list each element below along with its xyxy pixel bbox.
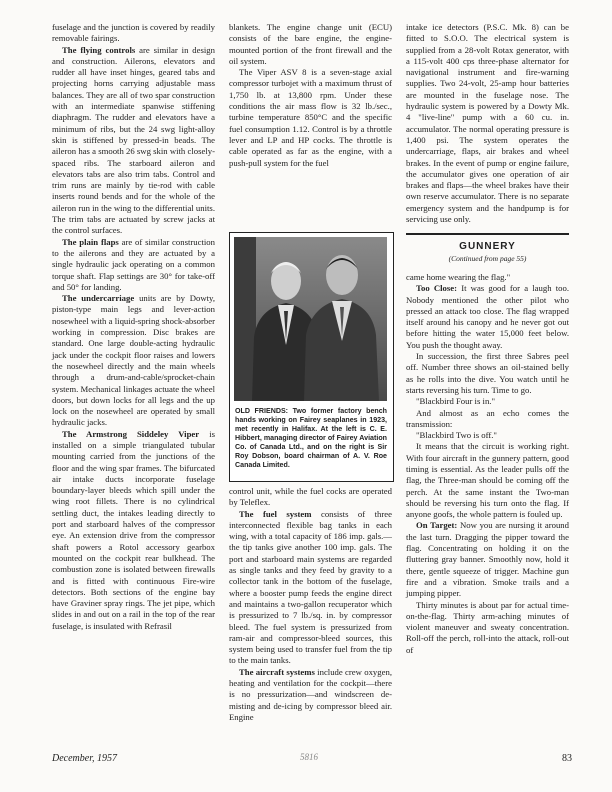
photo-caption: OLD FRIENDS: Two former factory bench hands working on Fairey seaplanes in 1923, met recently in Halifax. At the left is C. E. Hibbert, managing director of Fairey Aviation Co. of Canada Ltd., and on the right is Sir Roy Dobson, board chairman of A. V. Roe Canada Limited. (235, 407, 387, 469)
paragraph (406, 430, 569, 441)
paragraph-text: fuselage and the junction is covered by readily removable fairings. (52, 22, 215, 44)
run-in-heading: The plain flaps (62, 236, 119, 247)
paragraph-text: Now you are nursing it around the last turn. Dragging the pipper toward the flag. Concentrating on holding it on the fluttering gray banner. Smoothly now, hold it there, gentle squeeze of trigger. Machine gun fire and a vibration. Smoke trails and a jumping pipper. (406, 520, 569, 599)
paragraph (229, 486, 392, 509)
paragraph (406, 396, 569, 407)
paragraph (229, 509, 392, 667)
column-right-bottom (406, 272, 569, 656)
run-in-heading: The Armstrong Siddeley Viper (62, 428, 200, 439)
section-heading-gunnery: GUNNERY (406, 233, 569, 252)
paragraph (229, 667, 392, 723)
handwritten-mark: 5816 (300, 752, 318, 762)
paragraph-text: The Viper ASV 8 is a seven-stage axial compressor turbojet with a maximum thrust of 1,750 lb. at 13,800 rpm. Under these conditions the air mass flow is 32 lb./sec., turbine temperature 850°C and the specific fuel consumption 1.12. Control is by a throttle lever and LP and HP cocks. The throttle is cable operated as far as the engine, with a push-pull system for the fuel (229, 67, 392, 168)
run-in-heading: Too Close: (416, 283, 458, 294)
run-in-heading: The undercarriage (62, 293, 135, 304)
continued-note: (Continued from page 55) (448, 253, 527, 263)
paragraph-text: "Blackbird Two is off." (416, 430, 497, 441)
paragraph-text: is installed on a simple triangulated tubular mounting carried from the junctions of the floor and the wing spar frames. The bifurcated air intake ducts incorporate fuselage boundary-layer bleeds which spill under the wing root fillets. There is no cylindrical settling duct, the intakes leading directly to port and starboard halves of the compressor eye. An extension drive from the compressor shaft powers a Rotol accessory gearbox mounted on the cockpit rear bulkhead. The combustion zone is isolated between firewalls and is fitted with continuous Fire-wire detectors. Both sections of the engine bay have Graviner spray rings. The jet pipe, which slides in and out on a rail in the top of the rear fuselage, is insulated with Refrasil (52, 428, 216, 631)
column-left (52, 22, 215, 632)
paragraph (406, 408, 569, 431)
run-in-heading: The aircraft systems (239, 666, 315, 677)
paragraph (406, 22, 569, 225)
paragraph (52, 429, 215, 632)
issue-date: December, 1957 (52, 753, 117, 764)
paragraph-text: In succession, the first three Sabres peel off. Number three shows an oil-stained belly as he rolls into the dive. You watch until he starts reversing his turn. Time to go. (406, 351, 569, 395)
paragraph (52, 237, 215, 293)
paragraph (406, 283, 569, 351)
paragraph (406, 272, 569, 283)
page-number: 83 (562, 753, 572, 764)
paragraph-text: blankets. The engine change unit (ECU) consists of the bare engine, the engine-mounted portion of the front firewall and the oil system. (229, 22, 392, 66)
paragraph-text: It was good for a laugh too. Nobody mentioned the other pilot who pressed an attack too close. The flag wrapped itself around his canopy and he never got out before hitting the water 15,000 feet below. You push the thought away. (406, 283, 569, 350)
paragraph (229, 22, 392, 67)
paragraph (406, 351, 569, 396)
photo-figure (229, 232, 394, 482)
paragraph (229, 67, 392, 169)
paragraph-text: are of similar construction to the ailerons and they are actuated by a single hydraulic jack operating on a common torque shaft. Flap settings are 30° for take-off and 50° for landing. (52, 236, 215, 292)
paragraph (406, 600, 569, 656)
column-right (406, 22, 569, 656)
paragraph-text: intake ice detectors (P.S.C. Mk. 8) can be fitted to S.O.O. The electrical system is supplied from a 28-volt Rotax generator, with a 115-volt 400 cps three-phase alternator for navigational instrument and fire-warning supplies. Two 24-volt, 25-amp hour batteries are mounted in the fuselage nose. The hydraulic system is powered by a Dowty Mk. 4 "live-line" pump with a 60 cu. in. accumulator. The normal operating pressure is 1,400 psi. The system operates the undercarriage, flaps, air brakes and wheel brakes. In the event of pump or engine failure, the accumulator gives one operation of air brakes and flaps—the wheel brakes have their own reserve accumulator. There is no separate emergency system and the handpump is for servicing use only. (406, 22, 569, 225)
paragraph-text: came home wearing the flag." (406, 271, 511, 282)
run-in-heading: On Target: (416, 520, 458, 531)
paragraph-text: consists of three interconnected flexible bag tanks in each wing, with a total capacity of 186 imp. gals.—the tip tanks give another 100 imp. gals. The port and starboard main systems are regarded as single tanks and they feed by gravity to a collector tank in the bottom of the fuselage, where a booster pump feeds the engine direct and maintains a two-gallon recuperator which is pressurized to 7 lb./sq. in. by compressor bleed. The fuel system is pressurized from ram-air and compressor-bleed sources, this system being used to transfer fuel from the tip to the main tanks. (229, 508, 392, 666)
paragraph-text: are similar in design and construction. Ailerons, elevators and rudder all have inset hinges, geared tabs and projecting horns carrying adjustable mass balances. They are all of two spar construction with an intermediate spanwise stiffening diaphragm. The rudder and elevators have a minimum of ribs, but the 24 swg light-alloy skin is stiffened by pressed-in beads. The aileron has a smooth 26 swg skin with closely-spaced ribs. The starboard aileron and elevators tabs are also trim tabs. Control and trim runs are mainly by tie-rod with cable inserts round bends and for the whole of the aileron run in the wing to the differential units. The trim tabs are actuated by screw jacks at the control surfaces. (52, 44, 215, 236)
paragraph (406, 520, 569, 599)
run-in-heading: The fuel system (239, 508, 312, 519)
paragraph-text: include crew oxygen, heating and ventilation for the cockpit—there is no pressurization—and windscreen de-misting and de-icing by compressor bleed air. Engine (229, 666, 392, 722)
paragraph-text: control unit, while the fuel cocks are operated by Teleflex. (229, 486, 392, 508)
paragraph-text: And almost as an echo comes the transmission: (406, 407, 569, 429)
paragraph-text: "Blackbird Four is in." (416, 396, 496, 407)
paragraph (52, 45, 215, 237)
column-right-top (406, 22, 569, 225)
paragraph-text: It means that the circuit is working right. With four aircraft in the gunnery pattern, good timing is essential. As the leader pulls off the flag, the Three-man should be coming off the perch. At the same instant the Two-man should be reversing his turn onto the flag. If anyone goofs, the whole pattern is fouled up. (406, 441, 569, 520)
photo-two-men (234, 237, 387, 401)
paragraph (52, 22, 215, 45)
run-in-heading: The flying controls (62, 44, 136, 55)
column-middle-top (229, 22, 392, 169)
photo-illustration (234, 237, 387, 401)
paragraph (52, 293, 215, 429)
paragraph-text: Thirty minutes is about par for actual time-on-the-flag. Thirty arm-aching minutes of violent maneuver and sweaty concentration. Roll-off the perch, roll-into the attack, roll-out of (406, 599, 569, 655)
column-middle-bottom (229, 486, 392, 723)
paragraph-text: units are by Dowty, piston-type main legs and lever-action nosewheel with a liquid-spring shock-absorber working in compression. Disc brakes are standard. One large double-acting hydraulic jack under the cockpit floor raises and lowers the nosewheel directly and the main wheels through a drum-and-cable/sprocket-chain system. Mechanical linkages actuate the wheel doors, but down locks for all legs and the up lock on the nosewheel are operated by small hydraulic jacks. (52, 293, 215, 428)
paragraph (406, 441, 569, 520)
